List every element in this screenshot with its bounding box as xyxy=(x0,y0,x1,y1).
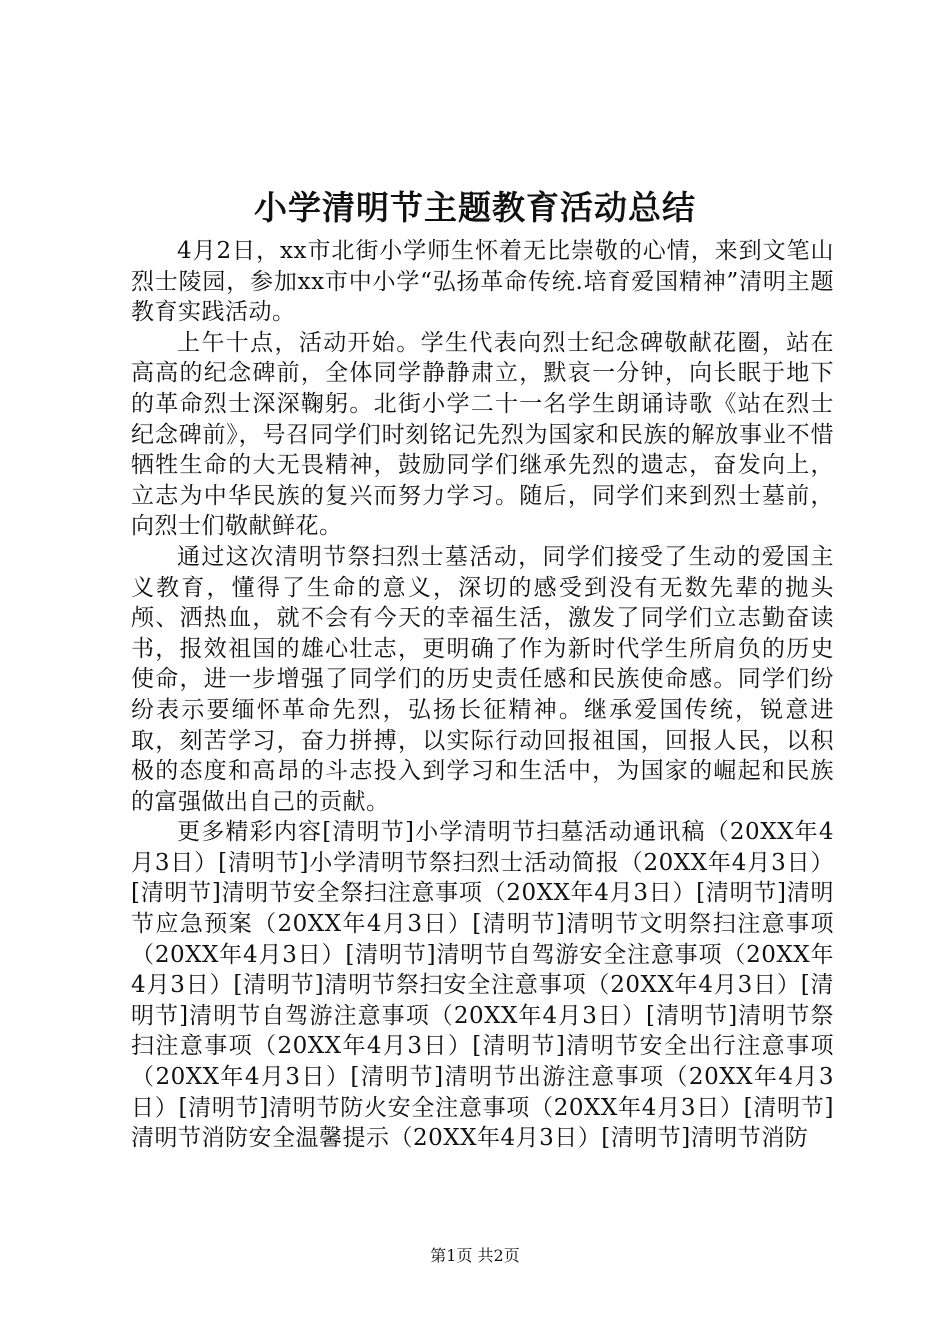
document-body xyxy=(131,236,834,1154)
paragraph-3: 通过这次清明节祭扫烈士墓活动，同学们接受了生动的爱国主义教育，懂得了生命的意义，深切的感受到没有无数先辈的抛头颅、洒热血，就不会有今天的幸福生活，激发了同学们立志勤奋读书，报效祖国的雄心壮志，更明确了作为新时代学生所肩负的历史使命，进一步增强了同学们的历史责任感和民族使命感。同学们纷纷表示要缅怀革命先烈，弘扬长征精神。继承爱国传统，锐意进取，刻苦学习，奋力拼搏，以实际行动回报祖国，回报人民，以积极的态度和高昂的斗志投入到学习和生活中，为国家的崛起和民族的富强做出自己的贡献。 xyxy=(131,543,834,815)
paragraph-4-related-links: 更多精彩内容[清明节]小学清明节扫墓活动通讯稿（20XX年4月3日）[清明节]小学清明节祭扫烈士活动简报（20XX年4月3日）[清明节]清明节安全祭扫注意事项（20XX年4月3日）[清明节]清明节应急预案（20XX年4月3日）[清明节]清明节文明祭扫注意事项（20XX年4月3日）[清明节]清明节自驾游安全注意事项（20XX年4月3日）[清明节]清明节祭扫安全注意事项（20XX年4月3日）[清明节]清明节自驾游注意事项（20XX年4月3日）[清明节]清明节祭扫注意事项（20XX年4月3日）[清明节]清明节安全出行注意事项（20XX年4月3日）[清明节]清明节出游注意事项（20XX年4月3日）[清明节]清明节防火安全注意事项（20XX年4月3日）[清明节]清明节消防安全温馨提示（20XX年4月3日）[清明节]清明节消防 xyxy=(131,819,834,1152)
document-title: 小学清明节主题教育活动总结 xyxy=(254,188,696,227)
paragraph-2: 上午十点，活动开始。学生代表向烈士纪念碑敬献花圈，站在高高的纪念碑前，全体同学静静肃立，默哀一分钟，向长眠于地下的革命烈士深深鞠躬。北街小学二十一名学生朗诵诗歌《站在烈士纪念碑前》，号召同学们时刻铭记先烈为国家和民族的解放事业不惜牺牲生命的大无畏精神，鼓励同学们继承先烈的遗志，奋发向上，立志为中华民族的复兴而努力学习。随后，同学们来到烈士墓前，向烈士们敬献鲜花。 xyxy=(131,329,834,540)
paragraph-1: 4月2日，xx市北街小学师生怀着无比崇敬的心情，来到文笔山烈士陵园，参加xx市中小学“弘扬革命传统.培育爱国精神”清明主题教育实践活动。 xyxy=(131,238,834,326)
page-number-footer: 第1页 共2页 xyxy=(430,1246,520,1265)
